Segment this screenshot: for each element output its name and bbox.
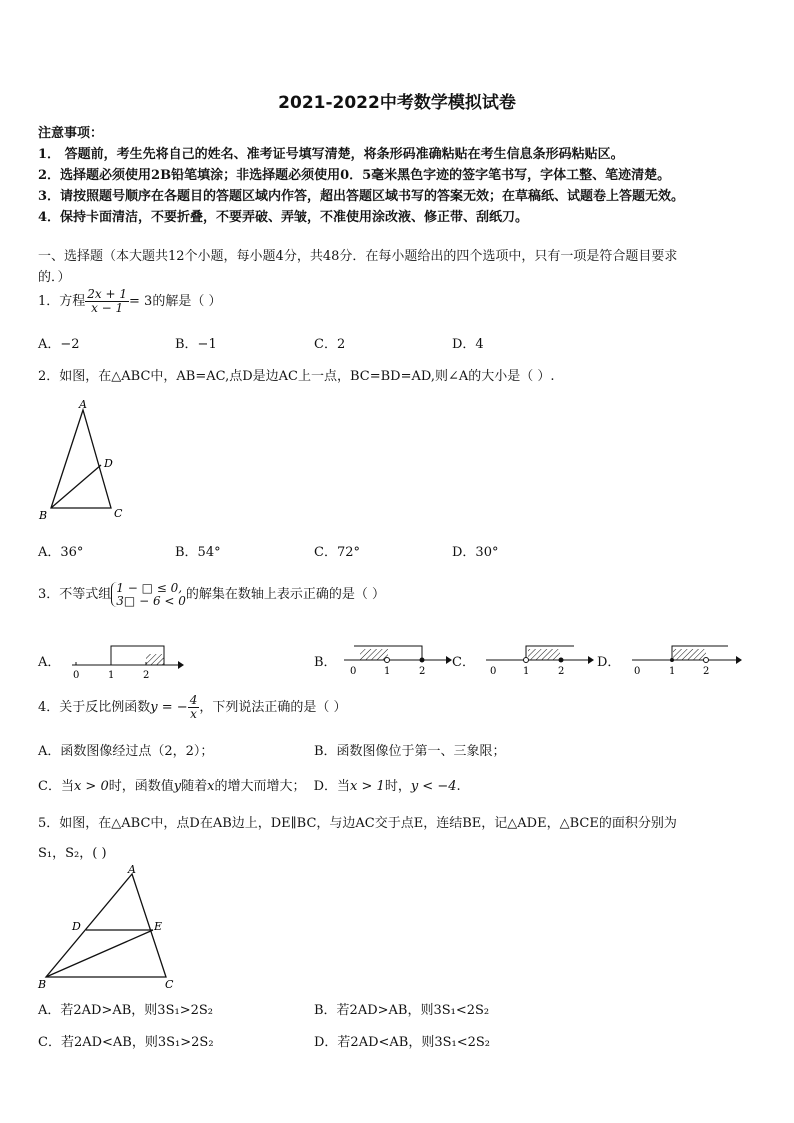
question-5: 5．如图，在△ABC中，点D在AB边上，DE∥BC，与边AC交于点E，连结BE，记△ADE，△BCE的面积分别为 <box>38 816 677 831</box>
tick-label: 2 <box>143 670 150 681</box>
q4-d-text: . <box>456 779 461 794</box>
q4-numerator: 4 <box>189 693 198 707</box>
q4-c-var: x <box>207 779 215 794</box>
q1-option-c: C．2 <box>314 337 346 352</box>
question-4 <box>38 694 346 721</box>
q5-triangle-figure <box>34 862 184 992</box>
label-c: C <box>114 507 123 520</box>
notice-item: 3．请按照题号顺序在各题目的答题区域内作答，超出答题区域书写的答案无效；在草稿纸、试题卷上答题无效。 <box>38 189 685 204</box>
q3-ineq-1: 1 − □ ≤ 0, <box>116 581 183 595</box>
section-heading-cont: 的．） <box>38 270 71 285</box>
q1-suffix: 的解是（ ） <box>152 294 222 310</box>
section-heading: 一、选择题（本大题共12个小题，每小题4分，共48分．在每小题给出的四个选项中，只有一项是符合题目要求 <box>38 249 678 264</box>
q4-c-cond: x > 0 <box>73 779 109 794</box>
label-a: A <box>79 398 87 411</box>
tick-label: 1 <box>669 666 676 677</box>
closed-point <box>559 658 564 663</box>
q3-option-c: C． <box>452 655 475 670</box>
q5-option-b: B．若2AD>AB，则3S₁<2S₂ <box>314 1003 490 1018</box>
shaded-region <box>360 649 388 660</box>
q1-denominator: x − 1 <box>91 301 124 316</box>
q3-prefix: 3．不等式组 <box>38 587 112 603</box>
notice-item: 2．选择题必须使用2B铅笔填涂；非选择题必须使用0．5毫米黑色字迹的签字笔书写，字体工整、笔迹清楚。 <box>38 168 671 183</box>
label-d: D <box>104 457 113 470</box>
q1-eq: = 3 <box>129 294 153 310</box>
q4-lhs: y = − <box>150 700 188 716</box>
question-3 <box>38 582 385 607</box>
q4-c-text: 时，函数值 <box>108 779 174 794</box>
q3-system <box>111 582 186 607</box>
notice-item: 1． 答题前，考生先将自己的姓名、准考证号填写清楚，将条形码准确粘贴在考生信息条形码粘贴区。 <box>38 147 624 162</box>
q1-numerator: 2x + 1 <box>87 287 128 301</box>
q1-option-d: D．4 <box>452 337 484 352</box>
label-d: D <box>72 920 81 933</box>
q4-fraction <box>188 694 200 721</box>
q4-d-text: 时， <box>384 779 411 794</box>
q4-c-text: 随着 <box>181 779 208 794</box>
tick-label: 0 <box>634 666 641 677</box>
q4-option-c-d <box>38 775 461 794</box>
tick-label: 1 <box>108 670 115 681</box>
q3-option-b: B． <box>314 655 337 670</box>
q4-d-cond: x > 1 <box>350 779 385 794</box>
tick-label: 2 <box>558 666 565 677</box>
open-point <box>385 658 390 663</box>
q4-suffix: ，下列说法正确的是（ ） <box>199 700 347 716</box>
tick-label: 0 <box>73 670 80 681</box>
q2-option-a: A．36° <box>38 545 84 560</box>
tick-label: 0 <box>350 666 357 677</box>
q3-number-line-d <box>628 640 742 682</box>
q5-option-d: D．若2AD<AB，则3S₁<2S₂ <box>314 1035 491 1050</box>
label-a: A <box>128 863 136 876</box>
q3-number-line-c <box>482 640 594 682</box>
axis-arrow <box>588 656 594 664</box>
q2-option-b: B．54° <box>175 545 221 560</box>
closed-point <box>420 658 425 663</box>
q4-c-text: 的增大而增大； <box>214 779 306 794</box>
q3-ineq-2: 3□ − 6 < 0 <box>116 593 186 608</box>
shaded-region <box>146 654 164 665</box>
tick-label: 0 <box>490 666 497 677</box>
notice-item: 4．保持卡面清洁，不要折叠，不要弄破、弄皱，不准使用涂改液、修正带、刮纸刀。 <box>38 210 529 225</box>
open-point <box>524 658 529 663</box>
q4-d-text: D．当 <box>313 779 351 794</box>
q1-option-a: A．−2 <box>38 337 80 352</box>
axis-arrow <box>178 661 184 669</box>
q3-option-a: A． <box>38 655 61 670</box>
label-c: C <box>165 978 174 991</box>
tick-label: 2 <box>419 666 426 677</box>
q3-suffix: 的解集在数轴上表示正确的是（ ） <box>185 587 386 603</box>
triangle-abc <box>51 410 111 508</box>
segment-be <box>46 930 153 977</box>
closed-point <box>670 658 674 662</box>
q2-triangle-figure <box>35 395 135 525</box>
q4-prefix: 4．关于反比例函数 <box>38 700 151 716</box>
q4-c-var: y <box>173 779 182 794</box>
label-e: E <box>154 920 163 933</box>
q4-c-text: C．当 <box>38 779 74 794</box>
q4-option-a: A．函数图像经过点（2，2）； <box>38 744 214 759</box>
q5-option-c: C．若2AD<AB，则3S₁>2S₂ <box>38 1035 214 1050</box>
q3-number-line-b <box>340 640 452 682</box>
page-title: 2021-2022中考数学模拟试卷 <box>278 93 516 113</box>
q1-option-b: B．−1 <box>175 337 217 352</box>
tick-label: 1 <box>523 666 530 677</box>
q2-option-c: C．72° <box>314 545 360 560</box>
triangle-abc <box>46 874 166 977</box>
question-2: 2．如图，在△ABC中，AB=AC,点D是边AC上一点，BC=BD=AD,则∠A的大小是（ ）. <box>38 369 555 384</box>
notice-heading: 注意事项： <box>38 126 104 141</box>
label-b: B <box>39 509 48 522</box>
tick-label: 1 <box>384 666 391 677</box>
open-point <box>704 658 709 663</box>
shaded-region <box>528 649 560 660</box>
label-b: B <box>38 978 47 991</box>
q4-d-result: y < −4 <box>410 779 457 794</box>
tick-label: 2 <box>703 666 710 677</box>
q4-option-b: B．函数图像位于第一、三象限； <box>314 744 506 759</box>
question-5-cont: S₁，S₂，( ) <box>38 846 107 861</box>
question-1 <box>38 288 221 315</box>
q3-option-d: D． <box>597 655 621 670</box>
q3-number-line-a <box>68 640 184 682</box>
q1-prefix: 1．方程 <box>38 294 86 310</box>
q5-option-a: A．若2AD>AB，则3S₁>2S₂ <box>38 1003 213 1018</box>
q2-option-d: D．30° <box>452 545 499 560</box>
axis-arrow <box>736 656 742 664</box>
shaded-region <box>673 649 706 660</box>
q1-fraction <box>85 288 129 315</box>
q4-denominator: x <box>190 707 197 722</box>
